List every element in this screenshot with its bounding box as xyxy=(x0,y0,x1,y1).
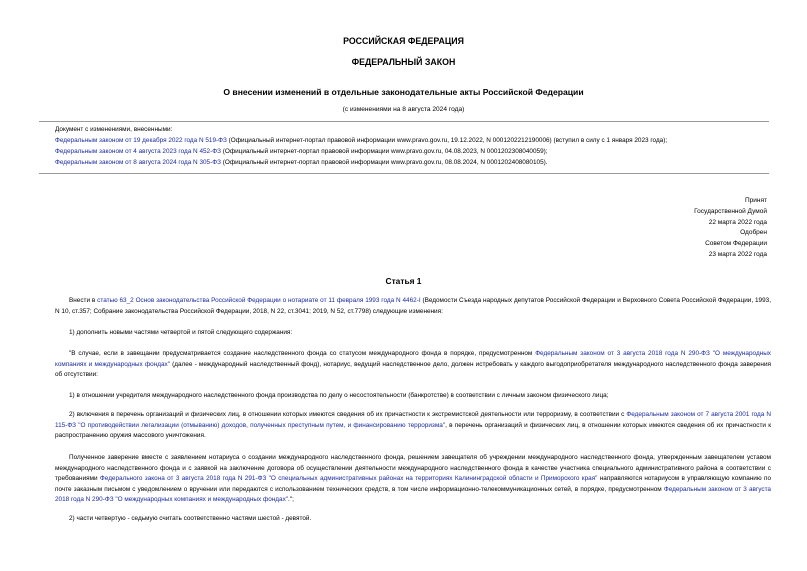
adoption-duma: Государственной Думой xyxy=(694,207,767,215)
law-link[interactable]: Федерального закона от 3 августа 2018 года N 291-ФЗ "О специальных административных районах на территориях Калининградской области и Приморского края" xyxy=(99,475,598,483)
amendment-link[interactable]: Федеральным законом от 8 августа 2024 года N 305-ФЗ xyxy=(55,159,221,166)
amendment-link[interactable]: Федеральным законом от 4 августа 2023 года N 452-ФЗ xyxy=(55,148,221,155)
paragraph-text: , в перечень организаций и физических лиц, в отношении которых имеются сведения об их причастности к распространению оружия массового уничтожения. xyxy=(55,421,771,440)
divider-top xyxy=(39,121,769,122)
article-paragraph xyxy=(55,453,771,506)
article-paragraph: 2) части четвертую - седьмую считать соответственно частями шестой - девятой. xyxy=(69,515,312,522)
article-paragraph: 1) в отношении учредителя международного наследственного фонда производства по делу о несостоятельности (банкротстве) в соответствии с личным законом физического лица; xyxy=(69,392,609,399)
adoption-accepted: Принят xyxy=(744,197,767,204)
adoption-block xyxy=(567,196,767,261)
adoption-council-date: 23 марта 2022 года xyxy=(708,250,767,258)
amendment-source: (Официальный интернет-портал правовой информации www.pravo.gov.ru, 08.08.2024, N 0001202408080105). xyxy=(220,159,548,166)
edition-note: (с изменениями на 8 августа 2024 года) xyxy=(342,106,465,113)
paragraph-text: 2) включения в перечень организаций и физических лиц, в отношении которых имеются сведения об их причастности к экстремистской деятельности или терроризму, в соответствии с xyxy=(69,411,627,418)
article-paragraph: 1) дополнить новыми частями четвертой и пятой следующего содержания: xyxy=(69,329,293,336)
amendment-item xyxy=(55,146,770,157)
adoption-council: Советом Федерации xyxy=(705,240,767,248)
amendments-intro: Документ с изменениями, внесенными: xyxy=(55,126,173,133)
adoption-duma-date: 22 марта 2022 года xyxy=(708,218,767,226)
amendments-box xyxy=(55,124,770,168)
law-link[interactable]: Федеральным законом от 3 августа 2018 года N 290-ФЗ "О международных компаниях и международных фондах" xyxy=(55,350,771,368)
paragraph-text: Внести в xyxy=(69,297,98,304)
divider-bottom xyxy=(39,173,769,174)
law-type-heading: ФЕДЕРАЛЬНЫЙ ЗАКОН xyxy=(351,57,456,67)
paragraph-text: "В случае, если в завещании предусматривается создание наследственного фонда со статусом международного фонда в порядке, предусмотренном xyxy=(69,350,536,357)
article-paragraph xyxy=(55,349,771,381)
amendment-source: (Официальный интернет-портал правовой информации www.pravo.gov.ru, 19.12.2022, N 0001202212190006) (вступил в силу с 1 января 2023 года); xyxy=(226,137,668,144)
amendment-item xyxy=(55,135,770,146)
paragraph-text: (Ведомости Съезда народных депутатов Российской Федерации и Верховного Совета Российской Федерации, 1993, N 10, ст.357; Собрание законодательства Российской Федерации, 2018, N 22, ст.3041; 2019, N 52, ст.7798) следующие изменения: xyxy=(55,297,771,315)
paragraph-text: Полученное заверение вместе с заявлением нотариуса о создании международного наследственного фонда, решением завещателя об учреждении международного наследственного фонда, утвержденным завещателем уставом международного наследственного фонда и с заявкой на заключение договора об осуществлении деятельности международного наследственного фонда в качестве участника специального административного района в соответствии с требованиями xyxy=(55,454,771,483)
amendment-link[interactable]: Федеральным законом от 19 декабря 2022 года N 519-ФЗ xyxy=(55,137,227,144)
law-link[interactable]: Федеральным законом от 3 августа 2018 года N 290-ФЗ "О международных компаниях и международных фондах" xyxy=(55,485,771,504)
amendment-source: (Официальный интернет-портал правовой информации www.pravo.gov.ru, 04.08.2023, N 0001202308040059); xyxy=(220,148,548,155)
amendment-item xyxy=(55,157,770,168)
law-link[interactable]: статью 63_2 Основ законодательства Российской Федерации о нотариате от 11 февраля 1993 года N 4462-I xyxy=(97,297,421,304)
paragraph-text: ."; xyxy=(288,496,294,504)
paragraph-text: (далее - международный наследственный фонд), нотариус, ведущий наследственное дело, должен истребовать у каждого выгодоприобретателя международного наследственного фонда заверения об отсутствии: xyxy=(55,360,771,379)
law-link[interactable]: Федеральным законом от 7 августа 2001 года N 115-ФЗ "О противодействии легализации (отмыванию) доходов, полученных преступным путем, и финансированию терроризма" xyxy=(55,411,772,429)
document-title: О внесении изменений в отдельные законодательные акты Российской Федерации xyxy=(223,87,584,97)
paragraph-text: направляются нотариусом в управляющую компанию по почте заказным письмом с уведомлением о вручении или передаются с использованием технических средств, в том числе информационно-телекоммуникационных сетей, в порядке, предусмотренном xyxy=(55,475,771,493)
article-paragraph xyxy=(55,410,771,442)
article-paragraph xyxy=(55,296,771,317)
adoption-approved: Одобрен xyxy=(740,229,767,237)
country-heading: РОССИЙСКАЯ ФЕДЕРАЦИЯ xyxy=(343,36,464,46)
article-title: Статья 1 xyxy=(385,276,422,286)
